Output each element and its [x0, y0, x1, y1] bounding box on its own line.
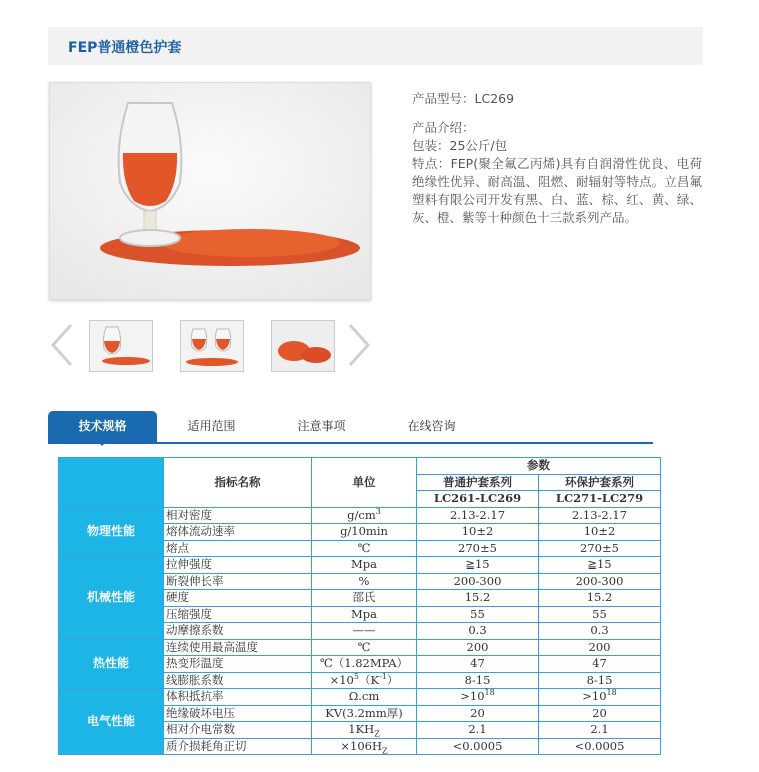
- header-series2-line1: 环保护套系列: [539, 474, 661, 491]
- row-value-1: 20: [417, 705, 539, 722]
- row-name: 热变形温度: [164, 656, 312, 673]
- row-name: 相对密度: [164, 507, 312, 524]
- category-physical: 物理性能: [59, 507, 164, 557]
- tab-notes[interactable]: 注意事项: [297, 419, 346, 433]
- row-unit: %: [312, 573, 417, 590]
- row-unit: g/10min: [312, 524, 417, 541]
- table-row: [59, 557, 661, 574]
- next-arrow-icon[interactable]: [346, 322, 372, 368]
- row-unit: ℃: [312, 540, 417, 557]
- row-value-1: 200-300: [417, 573, 539, 590]
- product-intro-label: 产品介绍：: [412, 120, 475, 135]
- row-name: 熔体流动速率: [164, 524, 312, 541]
- row-unit: $\times 10^5(K^{-1})$: [312, 672, 417, 689]
- main-product-image[interactable]: [49, 82, 371, 300]
- thumbnail-2[interactable]: [180, 320, 244, 372]
- row-unit: Mpa: [312, 557, 417, 574]
- row-value-2: 200-300: [539, 573, 661, 590]
- row-name: 拉伸强度: [164, 557, 312, 574]
- product-image-illustration: [50, 83, 370, 299]
- row-unit: ℃（1.82MPA）: [312, 656, 417, 673]
- row-name: 线膨胀系数: [164, 672, 312, 689]
- prev-arrow-icon[interactable]: [49, 322, 75, 368]
- row-value-1: $>10^{18}$: [417, 689, 539, 706]
- row-value-1: 10±2: [417, 524, 539, 541]
- row-value-2: 0.3: [539, 623, 661, 640]
- product-model: 产品型号：LC269: [412, 91, 515, 106]
- row-value-2: 270±5: [539, 540, 661, 557]
- category-thermal: 热性能: [59, 639, 164, 689]
- header-series1-line1: 普通护套系列: [417, 474, 539, 491]
- row-unit: ——: [312, 623, 417, 640]
- table-row: [59, 689, 661, 706]
- row-unit: $g/cm^3$: [312, 507, 417, 524]
- row-value-1: 55: [417, 606, 539, 623]
- row-name: 动摩擦系数: [164, 623, 312, 640]
- row-unit: Ω.cm: [312, 689, 417, 706]
- row-value-2: ≧15: [539, 557, 661, 574]
- product-info: [412, 90, 702, 227]
- header-unit: 单位: [312, 458, 417, 508]
- row-unit: $\times 106H_Z$: [312, 738, 417, 755]
- spec-table: [58, 457, 661, 755]
- category-electrical: 电气性能: [59, 689, 164, 755]
- row-name: 绝缘破坏电压: [164, 705, 312, 722]
- page-title-bar: [48, 27, 703, 65]
- header-series1-line2: LC261-LC269: [417, 491, 539, 508]
- row-unit: ℃: [312, 639, 417, 656]
- row-value-2: $>10^{18}$: [539, 689, 661, 706]
- row-value-1: 2.1: [417, 722, 539, 739]
- row-value-2: 10±2: [539, 524, 661, 541]
- active-tab-caret-icon: [97, 441, 107, 446]
- row-value-1: 15.2: [417, 590, 539, 607]
- row-value-2: 2.1: [539, 722, 661, 739]
- row-value-2: 15.2: [539, 590, 661, 607]
- thumbnail-3[interactable]: [271, 320, 335, 372]
- tab-tech-specs[interactable]: 技术规格: [48, 411, 157, 442]
- row-value-2: <0.0005: [539, 738, 661, 755]
- row-name: 体积抵抗率: [164, 689, 312, 706]
- row-value-1: ≧15: [417, 557, 539, 574]
- row-name: 相对介电常数: [164, 722, 312, 739]
- table-row: [59, 639, 661, 656]
- tab-application[interactable]: 适用范围: [187, 419, 236, 433]
- row-value-1: 0.3: [417, 623, 539, 640]
- row-value-2: 2.13-2.17: [539, 507, 661, 524]
- row-value-2: 55: [539, 606, 661, 623]
- row-value-2: 20: [539, 705, 661, 722]
- header-params: 参数: [417, 458, 661, 475]
- row-name: 质介损耗角正切: [164, 738, 312, 755]
- row-value-1: <0.0005: [417, 738, 539, 755]
- category-mechanical: 机械性能: [59, 557, 164, 640]
- header-blank-cell: [59, 458, 164, 508]
- row-unit: $1KH_Z$: [312, 722, 417, 739]
- header-series2-line2: LC271-LC279: [539, 491, 661, 508]
- row-unit: Mpa: [312, 606, 417, 623]
- row-name: 压缩强度: [164, 606, 312, 623]
- row-value-1: 47: [417, 656, 539, 673]
- spec-tabs: [48, 411, 653, 444]
- row-value-1: 270±5: [417, 540, 539, 557]
- row-value-2: 8-15: [539, 672, 661, 689]
- row-name: 连续使用最高温度: [164, 639, 312, 656]
- product-packaging: 包装：25公斤/包: [412, 138, 508, 153]
- row-name: 硬度: [164, 590, 312, 607]
- row-value-2: 47: [539, 656, 661, 673]
- thumbnail-1[interactable]: [89, 320, 153, 372]
- product-features: 特点：FEP(聚全氟乙丙烯)具有自润滑性优良、电荷绝缘性优异、耐高温、阻燃、耐辐射等特点。立昌氟塑料有限公司开发有黑、白、蓝、棕、红、黄、绿、灰、橙、紫等十种颜色十三款系列产品。: [412, 156, 702, 225]
- page-title: FEP普通橙色护套: [68, 40, 182, 56]
- table-row: [59, 507, 661, 524]
- row-unit: 邵氏: [312, 590, 417, 607]
- row-value-1: 2.13-2.17: [417, 507, 539, 524]
- row-value-1: 200: [417, 639, 539, 656]
- row-name: 熔点: [164, 540, 312, 557]
- row-name: 断裂伸长率: [164, 573, 312, 590]
- row-value-1: 8-15: [417, 672, 539, 689]
- tab-online-consult[interactable]: 在线咨询: [407, 419, 456, 433]
- header-name: 指标名称: [164, 458, 312, 508]
- row-unit: KV(3.2mm厚): [312, 705, 417, 722]
- row-value-2: 200: [539, 639, 661, 656]
